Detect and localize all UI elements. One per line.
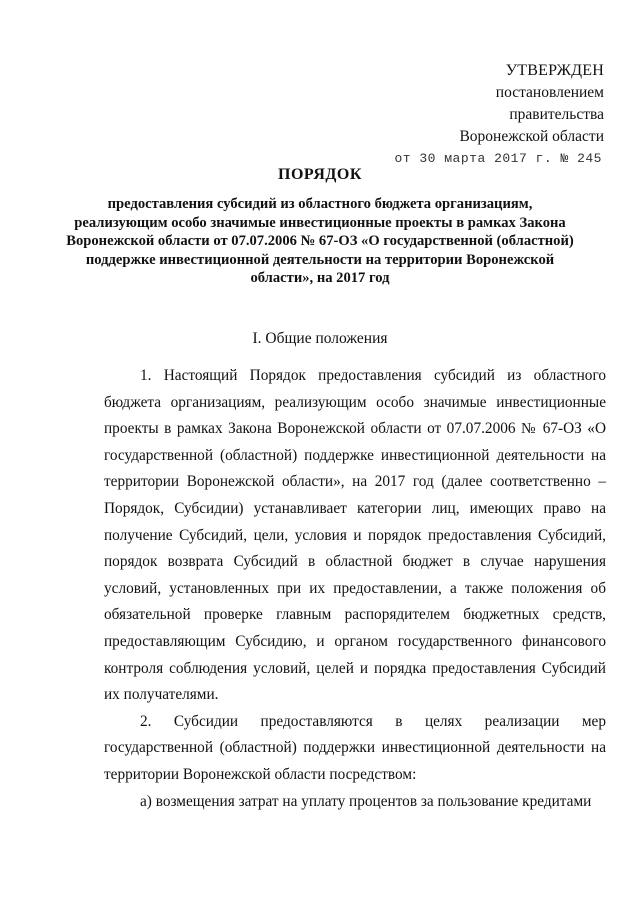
- paragraph-1: 1. Настоящий Порядок предоставления субсидий из областного бюджета организациям, реализующим особо значимые инвестиционные проекты в рамках Закона Воронежской области от 07.07.2006 № 67-ОЗ «О государственной (областной) поддержке инвестиционной деятельности на территории Воронежской области», на 2017 год (далее соответственно – Порядок, Субсидии) устанавливает категории лиц, имеющих право на получение Субсидий, цели, условия и порядок предоставления Субсидий, порядок возврата Субсидий в областной бюджет в случае нарушения условий, установленных при их предоставлении, а также положения об обязательной проверке главным распорядителем бюджетных средств, предоставляющим Субсидию, и органом государственного финансового контроля соблюдения условий, целей и порядка предоставления Субсидий их получателями.: [104, 367, 606, 704]
- approval-date: от 30 марта 2017 г. № 245: [394, 151, 602, 166]
- document-title: ПОРЯДОК: [278, 166, 362, 183]
- section-heading: I. Общие положения: [252, 330, 388, 347]
- approval-block: [394, 60, 604, 170]
- approval-heading: УТВЕРЖДЕН: [505, 62, 604, 79]
- document-subtitle: предоставления субсидий из областного бюджета организациям, реализующим особо значимые инвестиционные проекты в рамках Закона Воронежской области от 07.07.2006 № 67-ОЗ «О государственной (областной) поддержке инвестиционной деятельности на территории Воронежской области», на 2017 год: [66, 196, 574, 287]
- paragraph-2: 2. Субсидии предоставляются в целях реализации мер государственной (областной) поддержки инвестиционной деятельности на территории Воронежской области посредством:: [104, 712, 606, 783]
- approval-line-2: правительства: [509, 106, 604, 123]
- approval-line-1: постановлением: [495, 84, 604, 101]
- document-body: [104, 363, 606, 815]
- paragraph-3: а) возмещения затрат на уплату процентов за пользование кредитами: [140, 792, 592, 810]
- approval-line-3: Воронежской области: [459, 128, 604, 145]
